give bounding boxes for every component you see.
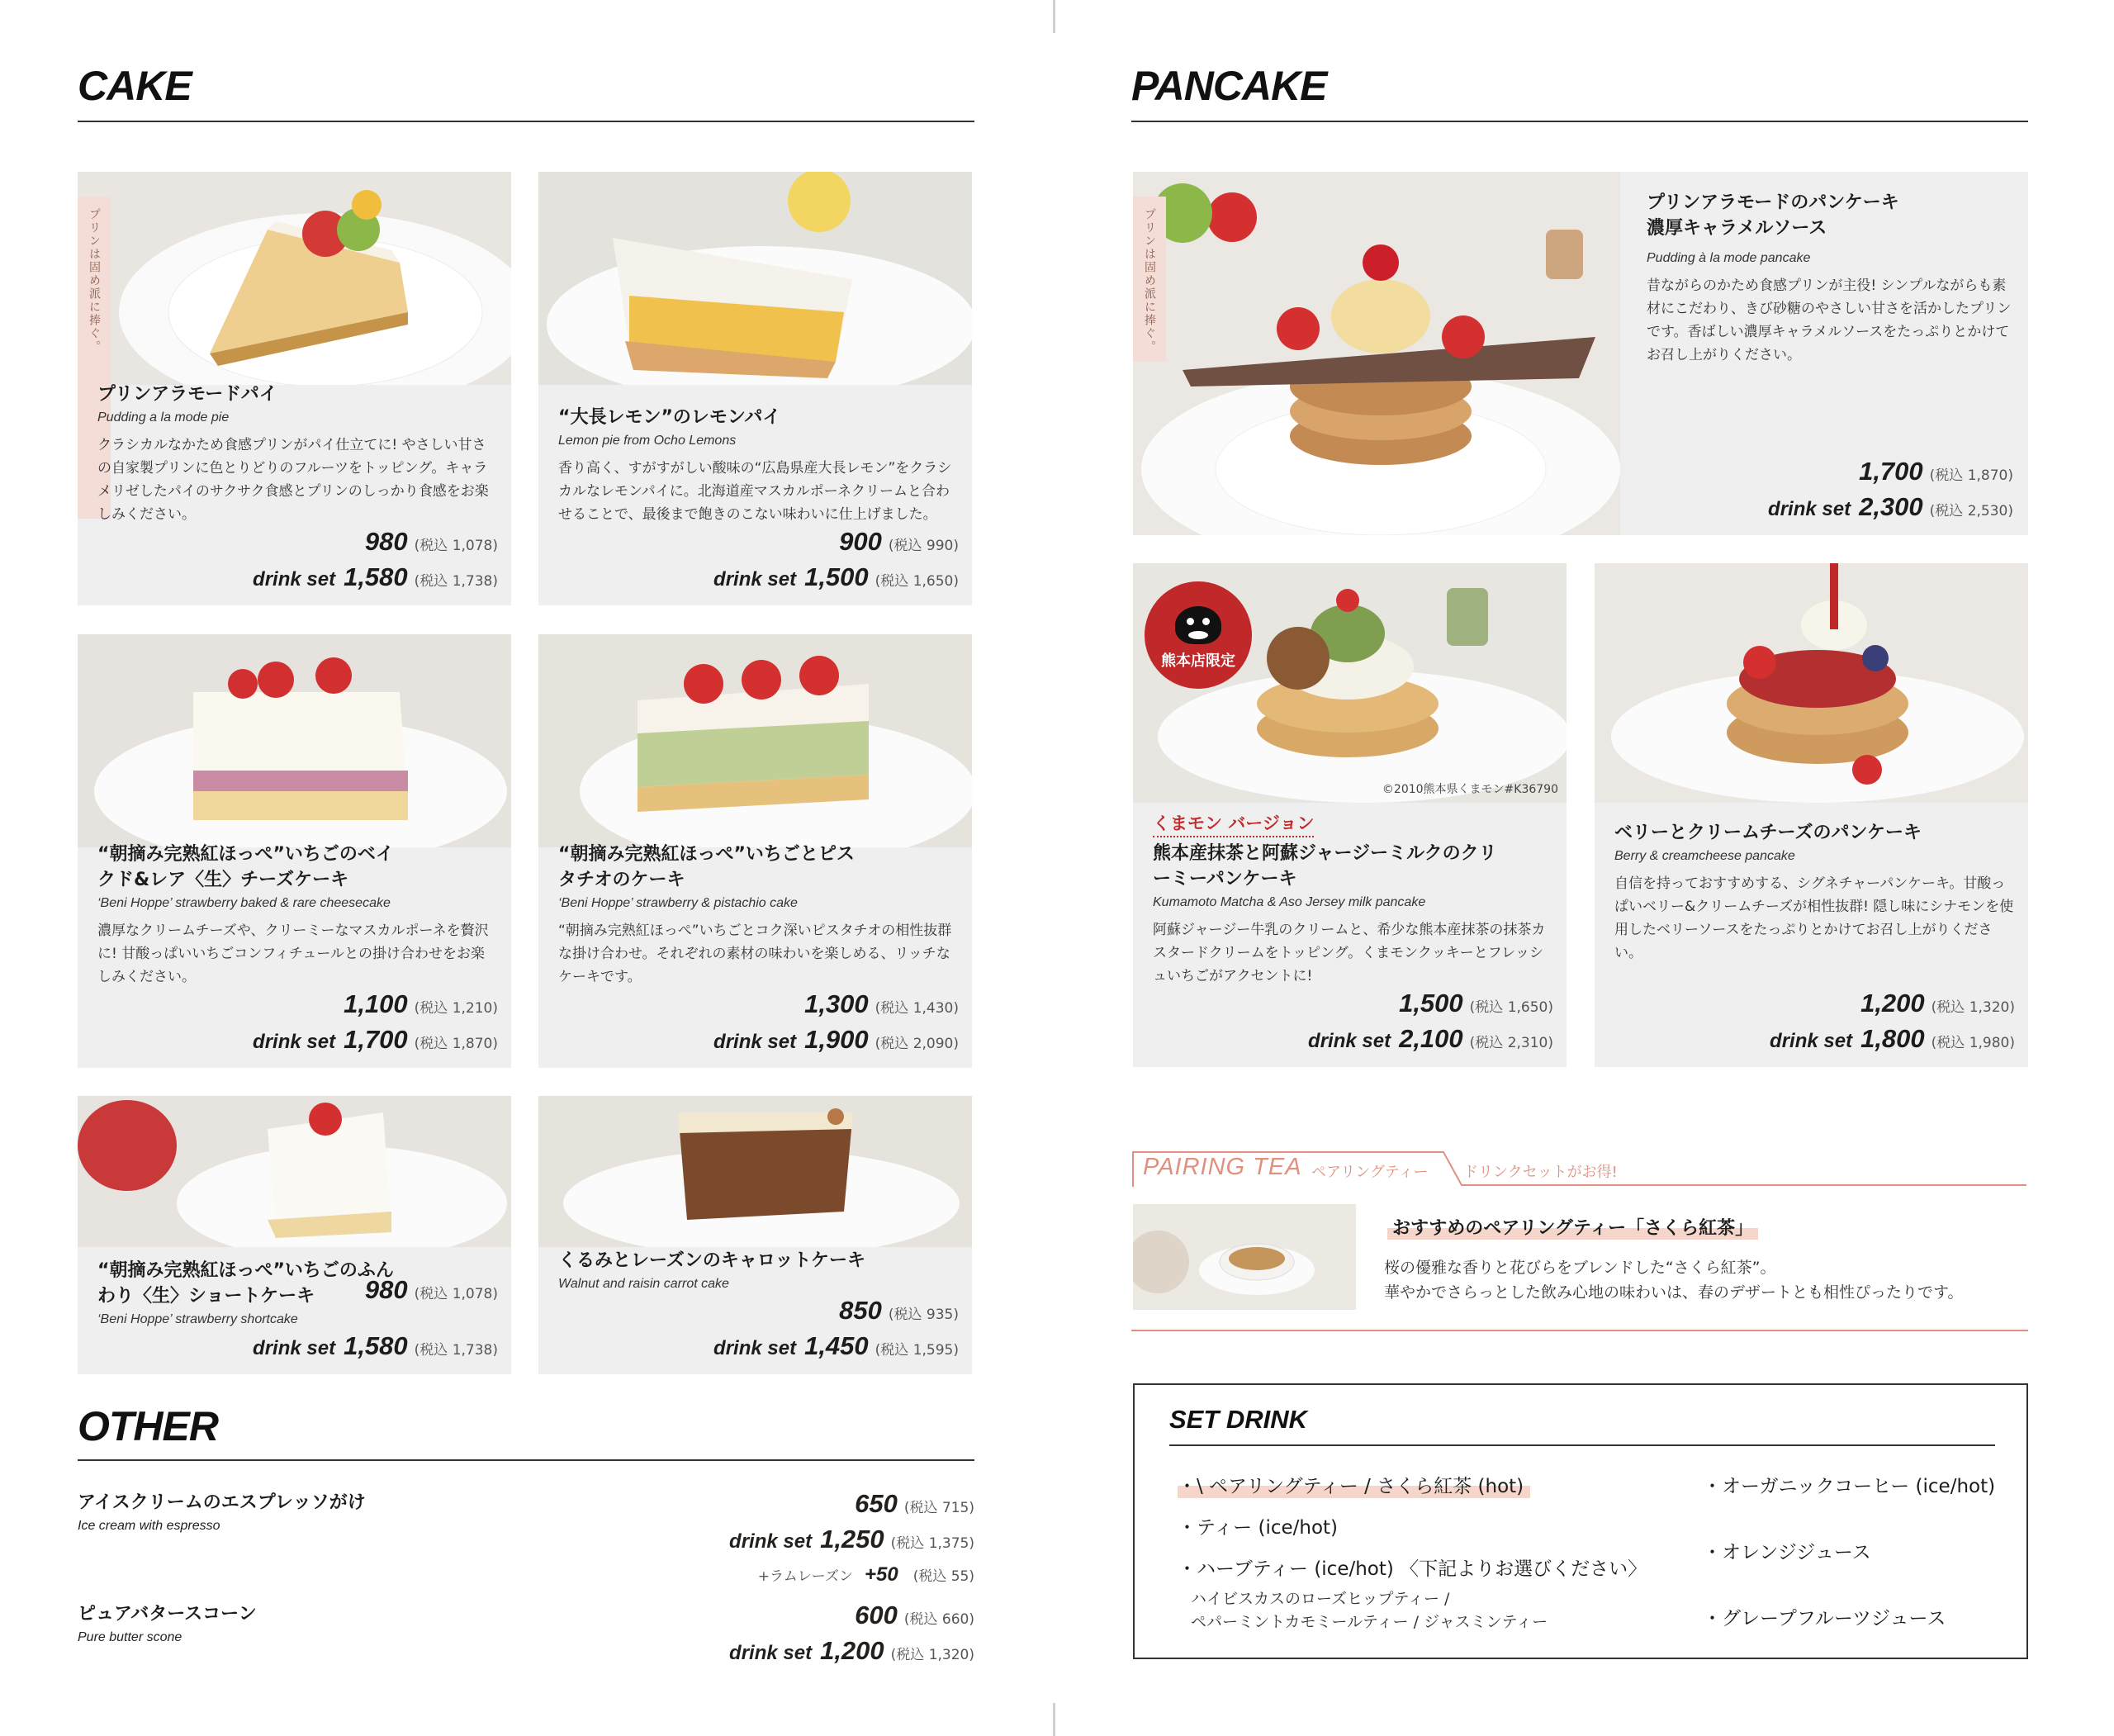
pairing-tea-header [1131, 1150, 2028, 1188]
item-name-ja: ベリーとクリームチーズのパンケーキ [1614, 823, 1922, 843]
item-name-ja: “朝摘み完熟紅ほっぺ”いちごとピスタチオのケーキ [558, 844, 855, 890]
featured-desc: 昔ながらのかため食感プリンが主役! シンプルながらも素材にこだわり、きび砂糖のやさしい甘さを活かしたプリンです。香ばしい濃厚キャラメルソースをたっぷりとかけてお召し上がりください。 [1647, 277, 2012, 363]
item-price: 1,500 (税込 1,650) [1399, 989, 1553, 1017]
cake-card-pistachio[interactable] [538, 634, 972, 1068]
item-desc: 自信を持っておすすめする、シグネチャーパンケーキ。甘酸っぱいベリー&クリームチーズが相性抜群! 隠し味にシナモンを使用したベリーソースをたっぷりとかけてお召し上がりください。 [1614, 875, 2014, 961]
set-drink-rule [1169, 1444, 1995, 1446]
featured-name-2: 濃厚キャラメルソース [1647, 218, 1827, 239]
item-desc: クラシカルなかため食感プリンがパイ仕立てに! やさしい甘さの自家製プリンに色とりどりのフルーツをトッピング。キャラメリゼしたパイのサクサク食感とプリンのしっかり食感をお楽しみください。 [97, 437, 489, 523]
set-drink-pairing-tea: ・\ ペアリングティー / さくら紅茶 (hot) [1178, 1471, 1530, 1498]
other-item-scone[interactable]: ピュアバタースコーン Pure butter scone 600 (税込 660) drink set 1,200 (税込 1,320) [78, 1600, 974, 1666]
item-price: 1,200 (税込 1,320) [1860, 989, 2015, 1017]
item-name-ja: 熊本産抹茶と阿蘇ジャージーミルクのクリーミーパンケーキ [1153, 843, 1497, 889]
pistachio-cake-photo [538, 634, 972, 847]
item-name-ja: “朝摘み完熟紅ほっぺ”いちごのベイクド&レア〈生〉チーズケーキ [97, 844, 394, 890]
set-drink-orange-juice: ・オレンジジュース [1703, 1542, 1871, 1563]
featured-pancake-photo [1133, 172, 1620, 535]
item-price: 900 (税込 990) [839, 527, 959, 556]
item-name-en: Pudding a la mode pie [97, 410, 230, 425]
pairing-tea-desc-1: 桜の優雅な香りと花びらをブレンドした“さくら紅茶”。 [1384, 1259, 1776, 1277]
pudding-pie-photo [78, 172, 511, 385]
page-spine-bottom [1053, 1703, 1055, 1736]
set-drink-herb-list-2: ペパーミントカモミールティー / ジャスミンティー [1191, 1613, 1548, 1631]
kumamon-copyright: ©2010熊本県くまモン#K36790 [1382, 783, 1558, 796]
item-name-en: ‘Beni Hoppe’ strawberry baked & rare cheesecake [97, 896, 391, 910]
pancake-heading: PANCAKE [1131, 63, 1327, 109]
item-desc: 香り高く、すがすがしい酸味の“広島県産大長レモン”をクラシカルなレモンパイに。北海道産マスカルポーネクリームと合わせることで、最後まで飽きのこない味わいに仕上げました。 [558, 460, 952, 523]
pairing-tea-title: PAIRING TEA [1143, 1154, 1302, 1180]
other-prices: 600 (税込 660) drink set 1,200 (税込 1,320) [729, 1601, 974, 1665]
item-price: 980 (税込 1,078) [364, 1275, 498, 1304]
item-drink-set-price: drink set 1,800 (税込 1,980) [1770, 1024, 2015, 1053]
featured-price: 1,700 (税込 1,870) [1859, 457, 2013, 486]
featured-name-1: プリンアラモードのパンケーキ [1647, 192, 1899, 213]
item-name-ja: プリンアラモードパイ [97, 384, 277, 405]
other-rule [78, 1459, 974, 1461]
item-name-en: Berry & creamcheese pancake [1614, 849, 1795, 863]
pairing-tea-desc-2: 華やかでさらっとした飲み心地の味わいは、春のデザートとも相性ぴったりです。 [1384, 1283, 1964, 1302]
set-drink-herb-tea: ・ハーブティー (ice/hot) 〈下記よりお選びください〉 [1178, 1558, 1647, 1580]
item-drink-set-price: drink set 1,450 (税込 1,595) [713, 1331, 959, 1360]
item-price: 850 (税込 935) [839, 1296, 959, 1325]
item-desc: 濃厚なクリームチーズや、クリーミーなマスカルポーネを贅沢に! 甘酸っぱいいちごコンフィチュールとの掛け合わせをお楽しみください。 [97, 923, 489, 985]
set-drink-grapefruit-juice: ・グレープフルーツジュース [1703, 1608, 1946, 1629]
item-desc: 阿蘇ジャージー牛乳のクリームと、希少な熊本産抹茶の抹茶カスタードクリームをトッピング。くまモンクッキーとフレッシュいちごがアクセントに! [1153, 922, 1546, 984]
pairing-tea-title-ja: ペアリングティー [1311, 1164, 1429, 1181]
set-drink-heading: SET DRINK [1169, 1405, 1308, 1434]
pairing-tea-note: ドリンクセットがお得! [1463, 1164, 1618, 1181]
pancake-card-kumamon[interactable] [1133, 563, 1567, 1067]
cake-card-cheesecake[interactable] [78, 634, 511, 1068]
item-name-ja: “大長レモン”のレモンパイ [558, 407, 781, 428]
cheesecake-photo [78, 634, 511, 847]
berry-pancake-photo [1595, 563, 2028, 803]
item-drink-set-price: drink set 1,500 (税込 1,650) [713, 562, 959, 591]
item-name-en: ‘Beni Hoppe’ strawberry shortcake [97, 1312, 298, 1326]
pairing-tea-photo [1133, 1204, 1356, 1310]
pancake-card-berry[interactable] [1595, 563, 2028, 1067]
item-drink-set-price: drink set 1,580 (税込 1,738) [253, 562, 498, 591]
carrot-cake-photo [538, 1096, 972, 1247]
kumamon-face-icon [1175, 606, 1221, 644]
shortcake-photo [78, 1096, 511, 1247]
item-price: 1,300 (税込 1,430) [804, 989, 959, 1018]
item-desc: “朝摘み完熟紅ほっぺ”いちごとコク深いピスタチオの相性抜群な掛け合わせ。それぞれの素材の味わいを楽しめる、リッチなケーキです。 [558, 923, 952, 985]
other-prices: 650 (税込 715) drink set 1,250 (税込 1,375) +ラムレーズン +50 (税込 55) [729, 1489, 974, 1586]
pancake-card-featured[interactable] [1133, 172, 2028, 535]
item-drink-set-price: drink set 1,700 (税込 1,870) [253, 1025, 498, 1054]
set-drink-box [1133, 1383, 2028, 1659]
item-drink-set-price: drink set 2,100 (税込 2,310) [1308, 1024, 1553, 1053]
kumamon-badge: 熊本店限定 [1145, 581, 1252, 689]
item-name-en: Kumamoto Matcha & Aso Jersey milk pancake [1153, 895, 1426, 909]
pudding-tag: プリンは固め派に捧ぐ。 [1133, 197, 1166, 362]
featured-name-en: Pudding à la mode pancake [1647, 251, 1811, 265]
item-name-ja: くるみとレーズンのキャロットケーキ [558, 1250, 866, 1271]
pancake-rule [1131, 121, 2028, 122]
cake-card-shortcake[interactable] [78, 1096, 511, 1374]
cake-card-pudding-pie[interactable] [78, 172, 511, 605]
item-price: 1,100 (税込 1,210) [344, 989, 498, 1018]
other-heading: OTHER [78, 1403, 218, 1449]
item-drink-set-price: drink set 1,900 (税込 2,090) [713, 1025, 959, 1054]
lemon-pie-photo [538, 172, 972, 385]
cake-rule [78, 121, 974, 122]
item-name-ja: “朝摘み完熟紅ほっぺ”いちごのふんわり〈生〉ショートケーキ [97, 1260, 394, 1307]
set-drink-coffee: ・オーガニックコーヒー (ice/hot) [1703, 1476, 1996, 1497]
featured-drink-set-price: drink set 2,300 (税込 2,530) [1768, 492, 2013, 521]
item-drink-set-price: drink set 1,580 (税込 1,738) [253, 1331, 498, 1360]
item-price: 980 (税込 1,078) [364, 527, 498, 556]
set-drink-herb-list-1: ハイビスカスのローズヒップティー / [1191, 1590, 1450, 1608]
item-name-en: Lemon pie from Ocho Lemons [558, 434, 737, 448]
pudding-tag: プリンは固め派に捧ぐ。 [78, 197, 111, 519]
kumamon-version-label: くまモン バージョン [1153, 811, 1314, 837]
cake-card-carrot[interactable] [538, 1096, 972, 1374]
pairing-tea-headline: おすすめのペアリングティー「さくら紅茶」 [1387, 1214, 1758, 1240]
page-spine-top [1053, 0, 1055, 33]
cake-heading: CAKE [78, 63, 192, 109]
item-name-en: Walnut and raisin carrot cake [558, 1277, 729, 1291]
cake-card-lemon-pie[interactable] [538, 172, 972, 605]
item-name-en: ‘Beni Hoppe’ strawberry & pistachio cake [558, 896, 798, 910]
pairing-tea-bottom-rule [1131, 1330, 2028, 1331]
set-drink-tea: ・ティー (ice/hot) [1178, 1517, 1339, 1539]
other-item-ice-cream[interactable]: アイスクリームのエスプレッソがけ Ice cream with espresso 650 (税込 715) drink set 1,250 (税込 1,375) +ラムレーズン +50 (税込 55) [78, 1488, 974, 1587]
